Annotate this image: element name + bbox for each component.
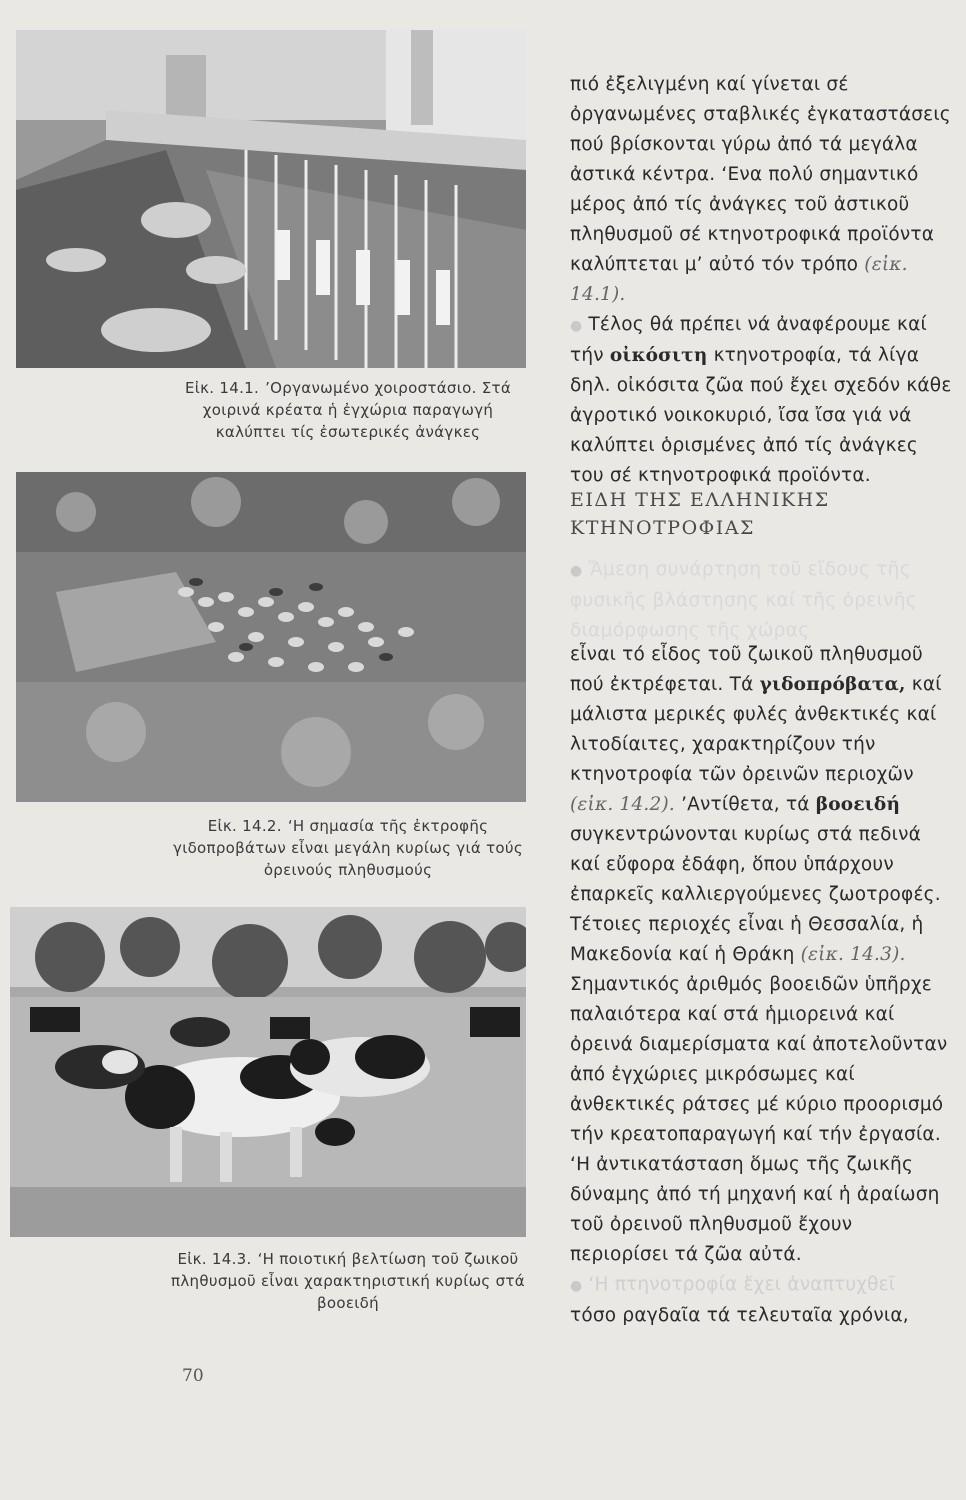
- paragraph-2: [570, 310, 952, 491]
- bullet-icon: ●: [570, 1278, 583, 1294]
- figure-caption-2: [168, 815, 528, 881]
- faded-lead-text: [570, 555, 960, 646]
- paragraph-text: εἶναι τό εἶδος τοῦ ζωικοῦ πληθυσμοῦ πού ἐκτρέφεται. Τά: [570, 644, 923, 695]
- figure-caption-text: ’Οργανωμένο χοιροστάσιο. Στά χοιρινά κρέατα ἡ ἐγχώρια παραγωγή καλύπτει τίς ἐσωτερικές ἀνάγκες: [202, 379, 512, 441]
- figure-reference: (εἰκ. 14.1).: [570, 254, 908, 305]
- figure-caption-text: ‘Η σημασία τῆς ἐκτροφῆς γιδοπροβάτων εἶναι μεγάλη κυρίως γιά τούς ὀρεινούς πληθυσμούς: [173, 817, 523, 879]
- page-number: 70: [182, 1366, 204, 1386]
- paragraph-text: Σημαντικός ἀριθμός βοοειδῶν ὑπῆρχε παλαιότερα καί στά ἡμιορεινά καί ὀρεινά διαμερίσματα καί ἀποτελοῦνταν ἀπό ἐγχώριες μικρόσωμες καί ἀνθεκτικές ράτσες μέ κύριο προορισμό τήν κρεατοπαραγωγή καί τήν ἐργασία. ‘Η ἀντικατάσταση ὅμως τῆς ζωικῆς δύναμης ἀπό τή μηχανή καί ἡ ἀραίωση τοῦ ὀρεινοῦ πληθυσμοῦ ἔχουν περιορίσει τά ζῶα αὐτά.: [570, 974, 948, 1265]
- bold-term: οἰκόσιτη: [609, 345, 708, 366]
- paragraph-text: ’Αντίθετα, τά: [674, 794, 816, 815]
- figure-reference: (εἰκ. 14.2).: [570, 794, 675, 815]
- paragraph-3: [570, 640, 952, 1270]
- section-title-line: ΕΙΔΗ ΤΗΣ ΕΛΛΗΝΙΚΗΣ: [570, 489, 830, 511]
- figure-reference: (εἰκ. 14.3).: [800, 944, 906, 965]
- paragraph-4-continued: [570, 1301, 952, 1331]
- paragraph-text: καί μάλιστα μερικές φυλές ἀνθεκτικές καί λιτοδίαιτες, χαρακτηρίζουν τήν κτηνοτροφία τῶν ὀρεινῶν περιοχῶν: [570, 674, 942, 785]
- figure-number: Εἰκ. 14.1.: [184, 379, 260, 397]
- paragraph-4: [570, 1270, 952, 1301]
- figure-caption-1: [168, 377, 528, 443]
- paragraph-text: Τέλος θά πρέπει νά ἀναφέρουμε καί τήν: [570, 314, 927, 366]
- section-title: [570, 486, 952, 542]
- sheep-flock-photo: [16, 472, 526, 802]
- cows-grazing-photo: [10, 907, 526, 1237]
- figure-caption-3: [168, 1248, 528, 1314]
- paragraph-1: [570, 70, 952, 310]
- figure-number: Εἰκ. 14.3.: [177, 1250, 252, 1268]
- faded-text: ‘Η πτηνοτροφία ἔχει ἀναπτυχθεῖ: [588, 1274, 896, 1295]
- body-text-top: [570, 70, 952, 491]
- body-text-bottom: [570, 640, 952, 1331]
- paragraph-text: πιό ἐξελιγμένη καί γίνεται σέ ὀργανωμένες σταβλικές ἐγκαταστάσεις πού βρίσκονται γύρω ἀπό τά μεγάλα ἀστικά κέντρα. ‘Ενα πολύ σημαντικό μέρος ἀπό τίς ἀνάγκες τοῦ ἀστικοῦ πληθυσμοῦ σέ κτηνοτροφικά προϊόντα καλύπτεται μ’ αὐτό τόν τρόπο: [570, 74, 951, 275]
- pig-farm-photo: [16, 30, 526, 368]
- paragraph-text: κτηνοτροφία, τά λίγα δηλ. οἰκόσιτα ζῶα πού ἔχει σχεδόν κάθε ἀγροτικό νοικοκυριό, ἴσα ἴσα γιά νά καλύπτει ὁρισμένες ἀπό τίς ἀνάγκες του σέ κτηνοτροφικά προϊόντα.: [570, 345, 952, 486]
- figure-number: Εἰκ. 14.2.: [207, 817, 282, 835]
- paragraph-text: τόσο ραγδαῖα τά τελευταῖα χρόνια,: [570, 1305, 909, 1326]
- bullet-icon: ●: [570, 563, 583, 579]
- figure-caption-text: ‘Η ποιοτική βελτίωση τοῦ ζωικοῦ πληθυσμοῦ εἶναι χαρακτηριστική κυρίως στά βοοειδή: [171, 1250, 525, 1312]
- section-title-line: ΚΤΗΝΟΤΡΟΦΙΑΣ: [570, 517, 755, 539]
- bullet-icon: ●: [570, 318, 583, 334]
- paragraph-text: συγκεντρώνονται κυρίως στά πεδινά καί εὔφορα ἐδάφη, ὅπου ὑπάρχουν ἐπαρκεῖς καλλιεργούμενες ζωοτροφές. Τέτοιες περιοχές εἶναι ἡ Θεσσαλία, ἡ Μακεδονία καί ἡ Θράκη: [570, 824, 941, 965]
- bold-term: βοοειδή: [815, 794, 901, 815]
- faded-text: Ἄμεση συνάρτηση τοῦ εἴδους τῆς φυσικῆς βλάστησης καί τῆς ὀρεινῆς διαμόρφωσης τῆς χώρας: [570, 559, 917, 641]
- bold-term: γιδοπρόβατα,: [759, 674, 906, 695]
